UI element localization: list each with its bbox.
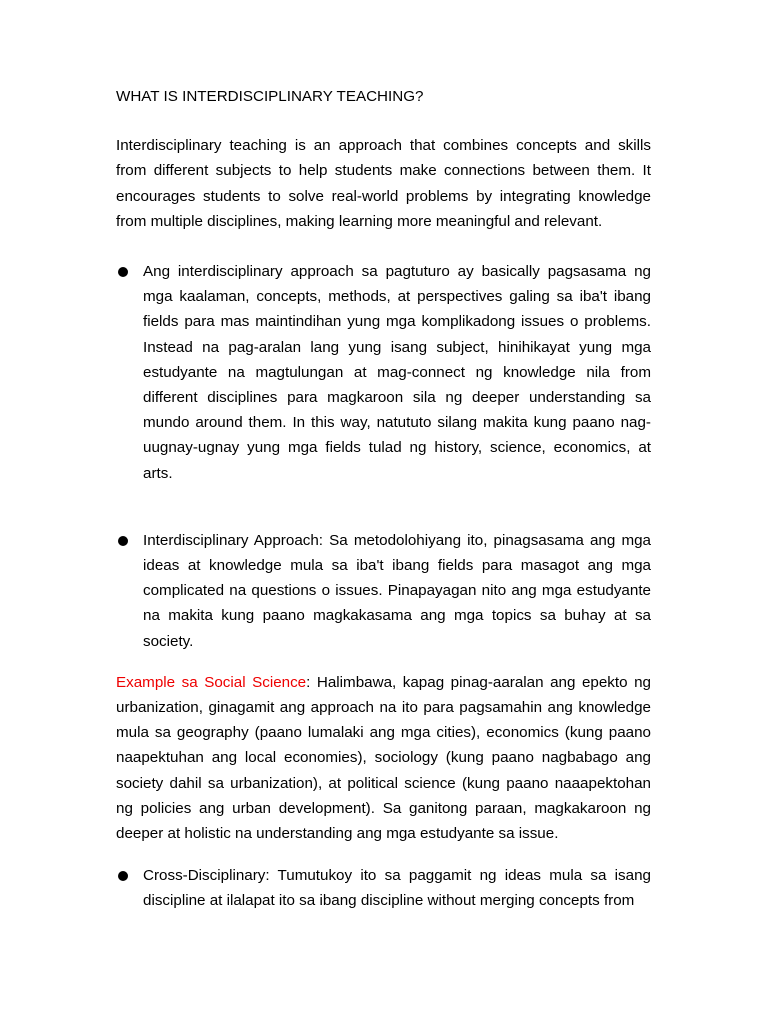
bullet-dot-icon — [118, 871, 128, 881]
bullet-item — [116, 259, 651, 486]
intro-paragraph: Interdisciplinary teaching is an approach that combines concepts and skills from different subjects to help students make connections between them. It encourages students to solve real-world problems by integrating knowledge from multiple disciplines, making learning more meaningful and relevant. — [116, 137, 651, 230]
example-paragraph — [116, 670, 651, 846]
example-text: : Halimbawa, kapag pinag-aaralan ang epekto ng urbanization, ginagamit ang approach na ito para pagsamahin ang knowledge mula sa geography (paano lumalaki ang mga cities), economics (kung paano naapektuhan ang local economies), sociology (kung paano nagbabago ang society dahil sa urbanization), at political science (kung paano naaapektohan ng policies ang urban development). Sa ganitong paraan, magkakaroon ng deeper at holistic na understanding ang mga estudyante sa issue. — [116, 673, 651, 843]
bullet-text: Ang interdisciplinary approach sa pagtuturo ay basically pagsasama ng mga kaalaman, concepts, methods, at perspectives galing sa iba't ibang fields para mas maintindihan yung mga komplikadong issues o problems. Instead na pag-aralan lang yung isang subject, hinihikayat yung mga estudyante na magtulungan at mag-connect ng knowledge nila from different disciplines para magkaroon sila ng deeper understanding sa mundo around them. In this way, natututo silang makita kung paano nag-uugnay-ugnay yung mga fields tulad ng history, science, economics, at arts. — [143, 263, 651, 482]
example-label: Example sa Social Science — [116, 673, 307, 691]
bullet-text: Interdisciplinary Approach: Sa metodolohiyang ito, pinagsasama ang mga ideas at knowledge mula sa iba't ibang fields para masagot ang mga complicated na questions o issues. Pinapayagan nito ang mga estudyante na makita kung paano magkakasama ang mga topics sa buhay at sa society. — [143, 531, 651, 650]
document-page — [116, 84, 651, 914]
bullet-dot-icon — [118, 536, 128, 546]
document-title: WHAT IS INTERDISCIPLINARY TEACHING? — [116, 88, 424, 105]
bullet-item — [116, 528, 651, 654]
bullet-item — [116, 863, 651, 913]
bullet-dot-icon — [118, 267, 128, 277]
bullet-text: Cross-Disciplinary: Tumutukoy ito sa paggamit ng ideas mula sa isang discipline at ilalapat ito sa ibang discipline without merging concepts from — [143, 867, 651, 910]
